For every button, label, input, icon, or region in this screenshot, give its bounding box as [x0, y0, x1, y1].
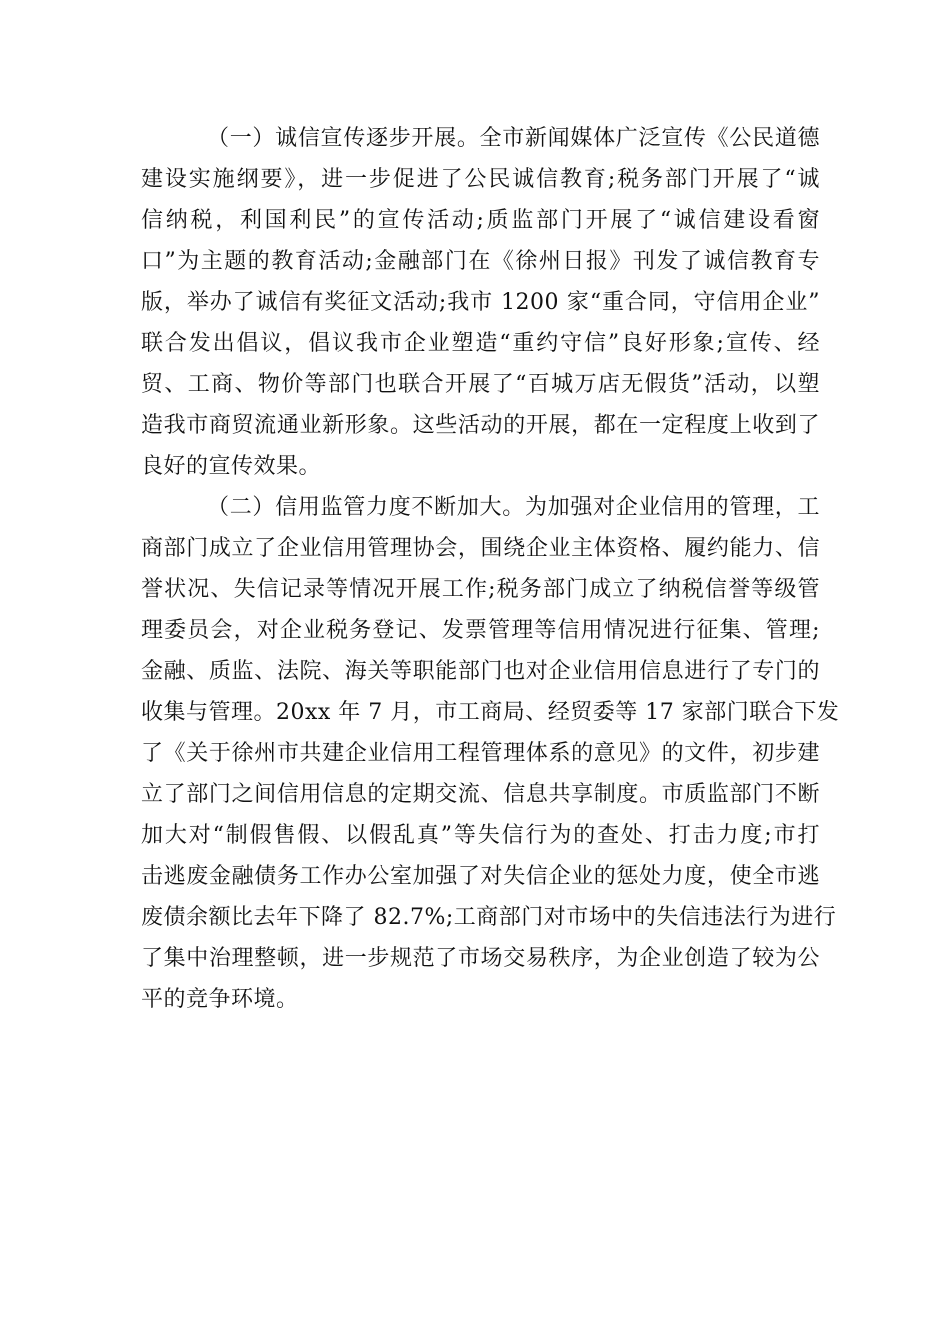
paragraph-line: 建设实施纲要》，进一步促进了公民诚信教育;税务部门开展了“诚: [141, 167, 820, 192]
paragraph-integrity-publicity: [141, 118, 820, 487]
paragraph-line: 平的竞争环境。: [141, 987, 299, 1012]
paragraph-line: 贸、工商、物价等部门也联合开展了“百城万店无假货”活动，以塑: [141, 372, 820, 397]
paragraph-line: 击逃废金融债务工作办公室加强了对失信企业的惩处力度，使全市逃: [141, 864, 820, 889]
paragraph-line: 造我市商贸流通业新形象。这些活动的开展，都在一定程度上收到了: [141, 413, 820, 438]
paragraph-line: （一）诚信宣传逐步开展。全市新闻媒体广泛宣传《公民道德: [207, 126, 820, 151]
paragraph-credit-supervision: [141, 487, 840, 1020]
paragraph-line: 了集中治理整顿，进一步规范了市场交易秩序，为企业创造了较为公: [141, 946, 820, 971]
paragraph-line: 商部门成立了企业信用管理协会，围绕企业主体资格、履约能力、信: [141, 536, 820, 561]
paragraph-line: 了《关于徐州市共建企业信用工程管理体系的意见》的文件，初步建: [141, 741, 820, 766]
paragraph-line: （二）信用监管力度不断加大。为加强对企业信用的管理，工: [207, 495, 820, 520]
paragraph-line: 收集与管理。20xx 年 7 月，市工商局、经贸委等 17 家部门联合下发: [141, 700, 840, 725]
paragraph-line: 信纳税，利国利民”的宣传活动;质监部门开展了“诚信建设看窗: [141, 208, 820, 233]
paragraph-line: 口”为主题的教育活动;金融部门在《徐州日报》刊发了诚信教育专: [141, 249, 820, 274]
paragraph-line: 金融、质监、法院、海关等职能部门也对企业信用信息进行了专门的: [141, 659, 820, 684]
paragraph-line: 废债余额比去年下降了 82.7%;工商部门对市场中的失信违法行为进行: [141, 905, 837, 930]
paragraph-line: 誉状况、失信记录等情况开展工作;税务部门成立了纳税信誉等级管: [141, 577, 820, 602]
paragraph-line: 版，举办了诚信有奖征文活动;我市 1200 家“重合同，守信用企业”: [141, 290, 820, 315]
paragraph-line: 立了部门之间信用信息的定期交流、信息共享制度。市质监部门不断: [141, 782, 820, 807]
paragraph-line: 加大对“制假售假、以假乱真”等失信行为的查处、打击力度;市打: [141, 823, 820, 848]
paragraph-line: 良好的宣传效果。: [141, 454, 322, 479]
paragraph-line: 联合发出倡议，倡议我市企业塑造“重约守信”良好形象;宣传、经: [141, 331, 820, 356]
paragraph-line: 理委员会，对企业税务登记、发票管理等信用情况进行征集、管理;: [141, 618, 820, 643]
document-page: [141, 118, 840, 1020]
